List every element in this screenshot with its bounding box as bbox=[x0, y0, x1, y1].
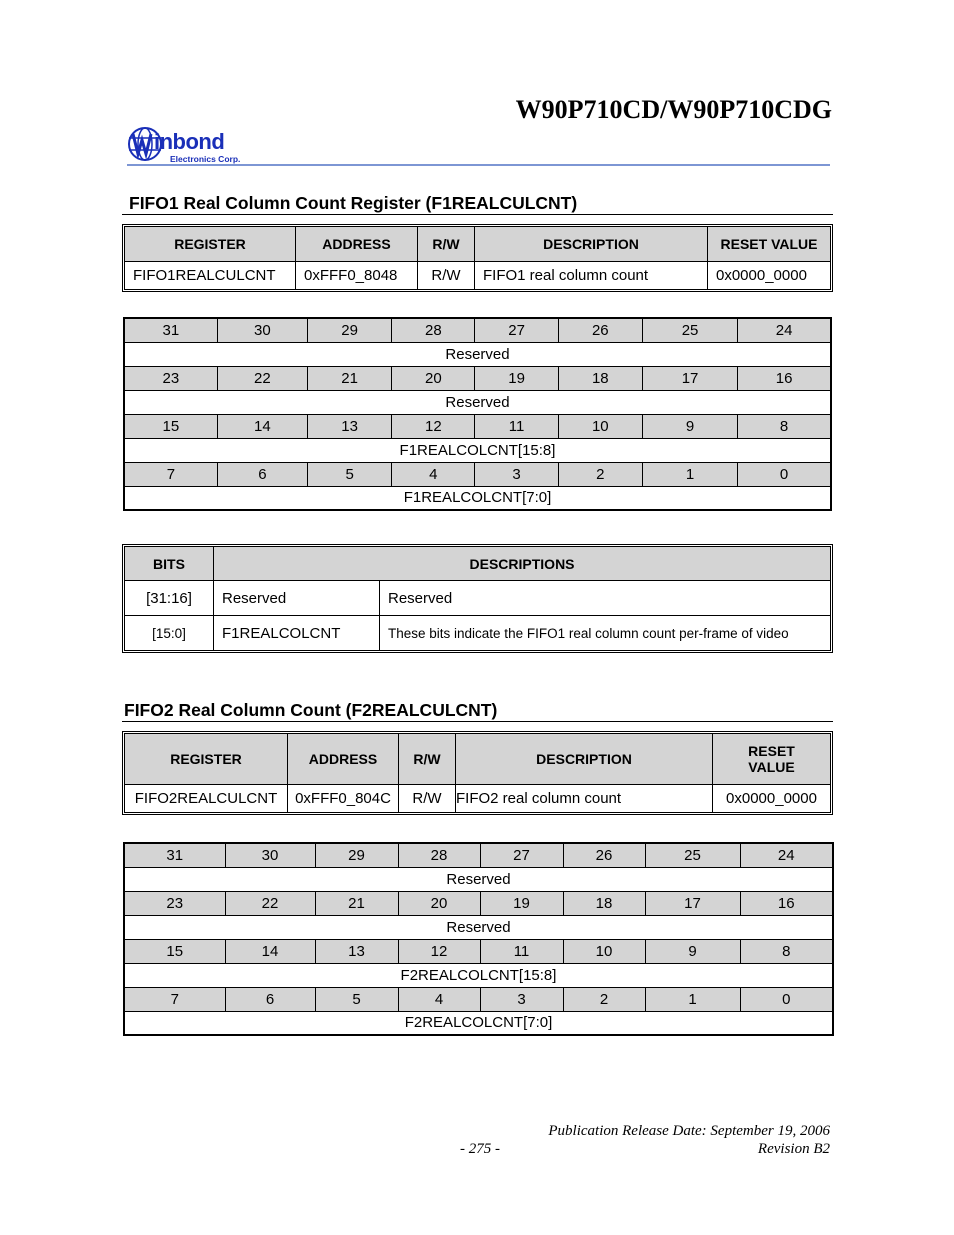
bit-number: 9 bbox=[645, 939, 740, 963]
bit-number: 13 bbox=[308, 414, 392, 438]
bit-number: 12 bbox=[392, 414, 475, 438]
register-name: FIFO1REALCULCNT bbox=[125, 262, 296, 290]
register-address: 0xFFF0_8048 bbox=[296, 262, 418, 290]
bit-number: 20 bbox=[392, 366, 475, 390]
document-title: W90P710CD/W90P710CDG bbox=[515, 95, 832, 124]
bit-number: 2 bbox=[558, 462, 642, 486]
section1-title: FIFO1 Real Column Count Register (F1REALCULCNT) bbox=[129, 193, 578, 213]
bit-number: 18 bbox=[563, 891, 645, 915]
bit-number: 9 bbox=[642, 414, 737, 438]
bit-number: 29 bbox=[308, 318, 392, 342]
bit-number: 25 bbox=[645, 843, 740, 867]
bit-number: 6 bbox=[217, 462, 307, 486]
bit-number: 4 bbox=[398, 987, 480, 1011]
bit-number: 17 bbox=[645, 891, 740, 915]
header-address: ADDRESS bbox=[296, 227, 418, 262]
bit-number: 21 bbox=[315, 891, 398, 915]
bit-number: 5 bbox=[308, 462, 392, 486]
bit-number: 22 bbox=[217, 366, 307, 390]
section1-bit-table bbox=[123, 317, 832, 511]
bit-number: 1 bbox=[642, 462, 737, 486]
winbond-logo bbox=[127, 126, 257, 166]
bit-number: 0 bbox=[740, 987, 833, 1011]
register-name: FIFO2REALCULCNT bbox=[125, 785, 288, 813]
bit-number: 26 bbox=[558, 318, 642, 342]
footer-release-date: Publication Release Date: September 19, 2006 bbox=[548, 1123, 830, 1139]
bit-number: 1 bbox=[645, 987, 740, 1011]
header-register: REGISTER bbox=[125, 734, 288, 785]
register-reset-value: 0x0000_0000 bbox=[708, 262, 831, 290]
bit-number: 24 bbox=[740, 843, 833, 867]
bit-field: F2REALCOLCNT[7:0] bbox=[124, 1011, 833, 1035]
bit-number: 16 bbox=[740, 891, 833, 915]
header-description: DESCRIPTION bbox=[475, 227, 708, 262]
header-register: REGISTER bbox=[125, 227, 296, 262]
footer-page-number: - 275 - bbox=[460, 1141, 500, 1157]
register-address: 0xFFF0_804C bbox=[288, 785, 399, 813]
bit-number: 10 bbox=[558, 414, 642, 438]
bit-number: 30 bbox=[217, 318, 307, 342]
register-rw: R/W bbox=[418, 262, 475, 290]
bits-field-name: Reserved bbox=[214, 581, 380, 616]
register-rw: R/W bbox=[399, 785, 456, 813]
bit-number: 0 bbox=[738, 462, 831, 486]
bit-number: 8 bbox=[740, 939, 833, 963]
bit-number: 23 bbox=[124, 366, 217, 390]
section2-bit-table bbox=[123, 842, 834, 1036]
bit-field: Reserved bbox=[124, 867, 833, 891]
bit-number: 13 bbox=[315, 939, 398, 963]
bit-number: 18 bbox=[558, 366, 642, 390]
bit-field: Reserved bbox=[124, 342, 831, 366]
bit-number: 27 bbox=[480, 843, 563, 867]
register-reset-value: 0x0000_0000 bbox=[713, 785, 831, 813]
header-description: DESCRIPTION bbox=[456, 734, 713, 785]
bit-number: 3 bbox=[480, 987, 563, 1011]
bit-number: 15 bbox=[124, 939, 225, 963]
header-divider bbox=[127, 164, 830, 166]
bit-number: 19 bbox=[475, 366, 558, 390]
header-bits: BITS bbox=[125, 547, 214, 581]
bit-number: 22 bbox=[225, 891, 315, 915]
bit-number: 7 bbox=[124, 462, 217, 486]
header-reset-value: RESET VALUE bbox=[713, 734, 831, 785]
bits-range: [15:0] bbox=[125, 616, 214, 651]
bit-number: 8 bbox=[738, 414, 831, 438]
bit-number: 27 bbox=[475, 318, 558, 342]
bit-number: 21 bbox=[308, 366, 392, 390]
bit-field: Reserved bbox=[124, 915, 833, 939]
bit-number: 2 bbox=[563, 987, 645, 1011]
bit-number: 11 bbox=[475, 414, 558, 438]
bit-field: F1REALCOLCNT[15:8] bbox=[124, 438, 831, 462]
bit-number: 10 bbox=[563, 939, 645, 963]
bit-number: 31 bbox=[124, 843, 225, 867]
header-reset-value: RESET VALUE bbox=[708, 227, 831, 262]
bit-number: 14 bbox=[225, 939, 315, 963]
section2-title: FIFO2 Real Column Count (F2REALCULCNT) bbox=[124, 700, 498, 720]
bit-number: 11 bbox=[480, 939, 563, 963]
bit-number: 5 bbox=[315, 987, 398, 1011]
section2-rule bbox=[122, 721, 833, 722]
header-descriptions: DESCRIPTIONS bbox=[214, 547, 831, 581]
bit-number: 20 bbox=[398, 891, 480, 915]
bit-number: 7 bbox=[124, 987, 225, 1011]
logo-subtitle: Electronics Corp. bbox=[170, 154, 241, 164]
bit-number: 15 bbox=[124, 414, 217, 438]
register-description: FIFO2 real column count bbox=[456, 785, 713, 813]
bit-number: 3 bbox=[475, 462, 558, 486]
header-rw: R/W bbox=[399, 734, 456, 785]
bit-number: 23 bbox=[124, 891, 225, 915]
bit-number: 25 bbox=[642, 318, 737, 342]
bit-number: 28 bbox=[398, 843, 480, 867]
bits-field-description: Reserved bbox=[380, 581, 831, 616]
bit-number: 4 bbox=[392, 462, 475, 486]
bit-number: 17 bbox=[642, 366, 737, 390]
bit-number: 29 bbox=[315, 843, 398, 867]
section2-register-table bbox=[124, 733, 831, 813]
bits-range: [31:16] bbox=[125, 581, 214, 616]
register-description: FIFO1 real column count bbox=[475, 262, 708, 290]
bit-field: F1REALCOLCNT[7:0] bbox=[124, 486, 831, 510]
bit-number: 26 bbox=[563, 843, 645, 867]
bit-number: 24 bbox=[738, 318, 831, 342]
section1-register-table bbox=[124, 226, 831, 290]
bit-field: F2REALCOLCNT[15:8] bbox=[124, 963, 833, 987]
bit-number: 12 bbox=[398, 939, 480, 963]
section1-rule bbox=[122, 214, 833, 215]
footer-revision: Revision B2 bbox=[757, 1141, 830, 1157]
header-rw: R/W bbox=[418, 227, 475, 262]
section1-bits-description-table bbox=[124, 546, 831, 651]
bit-number: 6 bbox=[225, 987, 315, 1011]
bits-field-description: These bits indicate the FIFO1 real column count per-frame of video bbox=[380, 616, 831, 651]
bit-number: 14 bbox=[217, 414, 307, 438]
bit-field: Reserved bbox=[124, 390, 831, 414]
logo-wordmark: inbond bbox=[154, 129, 225, 154]
bit-number: 30 bbox=[225, 843, 315, 867]
bit-number: 16 bbox=[738, 366, 831, 390]
header-address: ADDRESS bbox=[288, 734, 399, 785]
bit-number: 28 bbox=[392, 318, 475, 342]
bit-number: 19 bbox=[480, 891, 563, 915]
bit-number: 31 bbox=[124, 318, 217, 342]
bits-field-name: F1REALCOLCNT bbox=[214, 616, 380, 651]
